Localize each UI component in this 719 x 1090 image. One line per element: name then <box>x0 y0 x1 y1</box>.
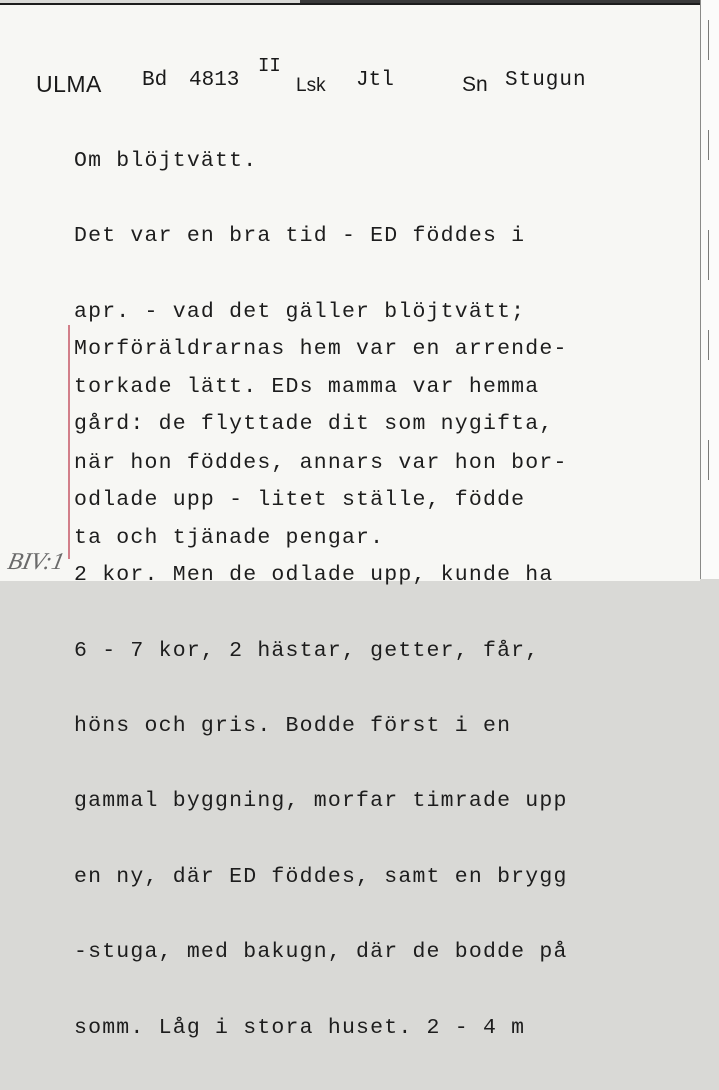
text-line: torkade lätt. EDs mamma var hemma <box>74 375 540 400</box>
card-header <box>36 55 656 103</box>
edge-dash <box>708 20 709 60</box>
text-line: gård: de flyttade dit som nygifta, <box>74 412 554 437</box>
edge-dash <box>708 330 709 360</box>
text-line: Det var en bra tid - ED föddes i <box>74 224 526 249</box>
text-line: en ny, där ED föddes, samt en brygg <box>74 864 568 889</box>
text-line: ta och tjänade pengar. <box>74 525 385 550</box>
paragraph-grandparents-home <box>74 288 568 1090</box>
text-line: 6 - 7 kor, 2 hästar, getter, får, <box>74 638 540 663</box>
text-line: -stuga, med bakugn, där de bodde på <box>74 940 568 965</box>
top-edge-line <box>300 0 700 3</box>
parish-value: Stugun <box>505 69 587 92</box>
text-line: somm. Låg i stora huset. 2 - 4 m <box>74 1015 526 1040</box>
parish-label: Sn <box>462 73 488 96</box>
handwritten-margin-note: BIV:1 <box>5 549 67 575</box>
text-line: 2 kor. Men de odlade upp, kunde ha <box>74 563 554 588</box>
edge-dash <box>708 230 709 280</box>
text-line: när hon föddes, annars var hon bor- <box>74 450 568 475</box>
edge-dash <box>708 130 709 160</box>
adjacent-card-edge <box>700 0 719 579</box>
text-line: Om blöjtvätt. <box>74 149 258 173</box>
archive-name: ULMA <box>36 71 102 97</box>
text-line: apr. - vad det gäller blöjtvätt; <box>74 299 526 324</box>
text-line: gammal byggning, morfar timrade upp <box>74 789 568 814</box>
red-margin-mark <box>68 325 70 559</box>
archive-card <box>0 3 700 1040</box>
province-label: Lsk <box>296 75 326 96</box>
edge-dash <box>708 440 709 480</box>
volume-label: Bd <box>142 69 168 92</box>
record-volume: II <box>258 55 281 77</box>
text-line: odlade upp - litet ställe, födde <box>74 487 526 512</box>
text-line: höns och gris. Bodde först i en <box>74 713 512 738</box>
text-line: Morföräldrarnas hem var en arrende- <box>74 337 568 361</box>
province-value: Jtl <box>356 69 394 92</box>
record-number: 4813 <box>189 69 240 92</box>
